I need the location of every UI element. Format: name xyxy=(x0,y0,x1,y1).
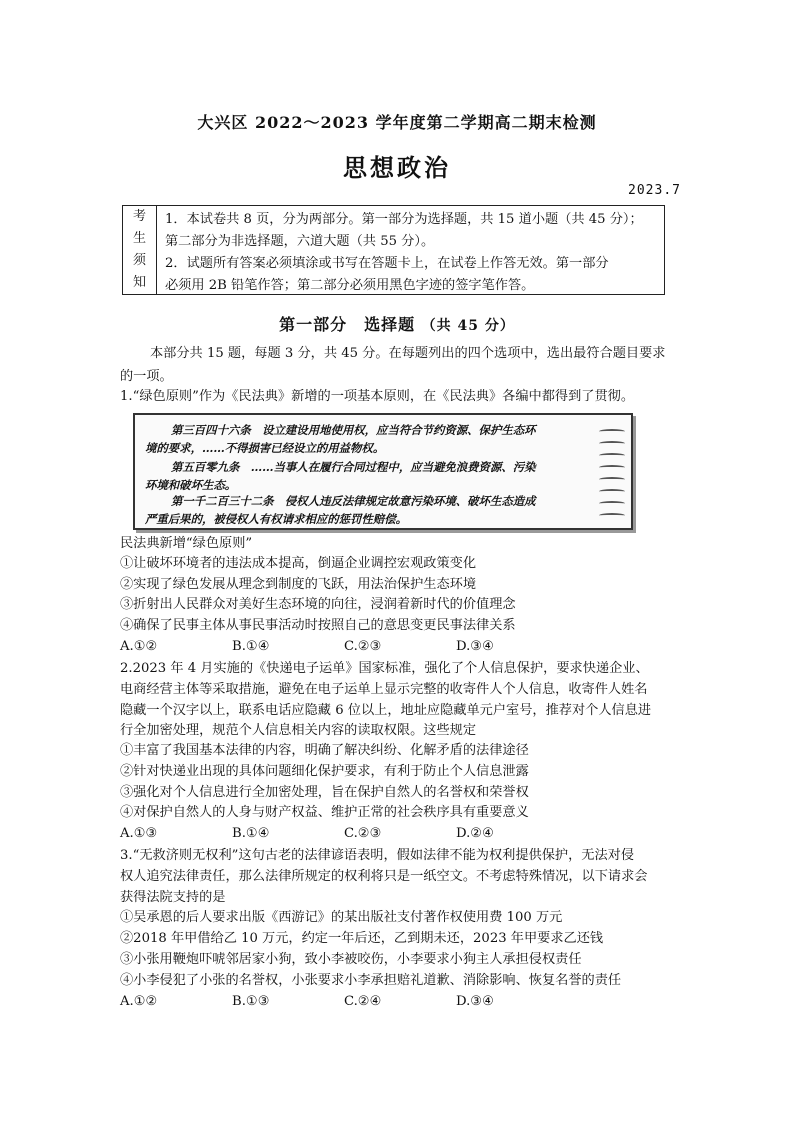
notebook-coil-icon xyxy=(599,429,625,434)
notebook-coil-icon xyxy=(599,465,625,470)
q1-item: ②实现了绿色发展从理念到制度的飞跃，用法治保护生态环境 xyxy=(120,577,477,592)
notice-label-char: 考 xyxy=(132,209,146,224)
q2-option-b[interactable]: B.①④ xyxy=(232,826,270,841)
q1-item: ④确保了民事主体从事民事活动时按照自己的意思变更民事法律关系 xyxy=(120,618,516,633)
quote-line: 境的要求，……不得损害已经设立的用益物权。 xyxy=(145,441,385,455)
question-3-stem-line: 获得法院支持的是 xyxy=(120,890,226,905)
q2-item: ②针对快递业出现的具体问题细化保护要求，有利于防止个人信息泄露 xyxy=(120,764,529,779)
q2-option-a[interactable]: A.①③ xyxy=(120,826,158,841)
q2-options xyxy=(120,825,568,843)
exam-title: 大兴区 2022～2023 学年度第二学期高二期末检测 xyxy=(197,113,597,132)
notebook-coil-icon xyxy=(599,453,625,458)
q3-item: ④小李侵犯了小张的名誉权，小张要求小李承担赔礼道歉、消除影响、恢复名誉的责任 xyxy=(120,973,622,988)
q1-option-a[interactable]: A.①② xyxy=(120,639,158,654)
q1-item: ③折射出人民群众对美好生态环境的向往，浸润着新时代的价值理念 xyxy=(120,597,516,612)
q2-item: ④对保护自然人的人身与财产权益、维护正常的社会秩序具有重要意义 xyxy=(120,805,529,820)
q1-option-c[interactable]: C.②③ xyxy=(344,639,382,654)
question-1-lead: 民法典新增“绿色原则” xyxy=(120,536,253,551)
question-3-stem-line: 3.“无救济则无权利”这句古老的法律谚语表明，假如法律不能为权利提供保护，无法对侵 xyxy=(120,848,634,863)
notebook-coil-icon xyxy=(599,441,625,446)
q3-options xyxy=(120,993,568,1011)
candidate-notice-box xyxy=(122,205,665,295)
notice-label-char: 生 xyxy=(132,231,146,246)
notebook-coil-icon xyxy=(599,477,625,482)
notice-label-char: 须 xyxy=(132,253,146,268)
q2-item: ③强化对个人信息进行全加密处理，旨在保护自然人的名誉权和荣誉权 xyxy=(120,785,529,800)
q1-options xyxy=(120,638,568,656)
notice-text xyxy=(165,209,643,297)
question-2-stem-line: 2.2023 年 4 月实施的《快递电子运单》国家标准，强化了个人信息保护，要求快递企业、 xyxy=(120,661,649,676)
q2-option-c[interactable]: C.②③ xyxy=(344,826,382,841)
civil-code-excerpt-box xyxy=(133,413,633,530)
section-title: 第一部分 选择题 xyxy=(279,315,416,334)
quote-line: 第五百零九条 ……当事人在履行合同过程中，应当避免浪费资源、污染 xyxy=(171,460,536,474)
q3-option-b[interactable]: B.①③ xyxy=(232,994,270,1009)
q3-option-c[interactable]: C.②④ xyxy=(344,994,382,1009)
notice-line: 1．本试卷共 8 页，分为两部分。第一部分为选择题，共 15 道小题（共 45 分）； xyxy=(165,212,643,227)
q3-item: ③小张用鞭炮吓唬邻居家小狗，致小李被咬伤，小李要求小狗主人承担侵权责任 xyxy=(120,952,582,967)
q1-option-d[interactable]: D.③④ xyxy=(456,639,494,654)
section-heading xyxy=(0,312,794,335)
q3-item: ①吴承恩的后人要求出版《西游记》的某出版社支付著作权使用费 100 万元 xyxy=(120,910,563,925)
notebook-coil-icon xyxy=(599,513,625,518)
quote-line: 严重后果的，被侵权人有权请求相应的惩罚性赔偿。 xyxy=(145,512,407,526)
notebook-coil-icon xyxy=(599,501,625,506)
section-intro: 的一项。 xyxy=(120,369,173,384)
exam-date: 2023.7 xyxy=(628,183,681,198)
q3-option-d[interactable]: D.③④ xyxy=(456,994,494,1009)
q1-item: ①让破坏环境者的违法成本提高，倒逼企业调控宏观政策变化 xyxy=(120,556,477,571)
q1-option-b[interactable]: B.①④ xyxy=(232,639,270,654)
question-2-stem-line: 电商经营主体等采取措施，避免在电子运单上显示完整的收寄件人个人信息，收寄件人姓名 xyxy=(120,682,648,697)
question-2-stem-line: 行全加密处理，规范个人信息相关内容的读取权限。这些规定 xyxy=(120,723,477,738)
quote-line: 环境和破坏生态。 xyxy=(145,478,237,492)
question-1-stem: 1.“绿色原则”作为《民法典》新增的一项基本原则，在《民法典》各编中都得到了贯彻。 xyxy=(120,389,634,404)
q3-item: ②2018 年甲借给乙 10 万元，约定一年后还，乙到期未还，2023 年甲要求乙还钱 xyxy=(120,931,604,946)
subject-title: 思想政治 xyxy=(343,153,451,182)
q2-item: ①丰富了我国基本法律的内容，明确了解决纠纷、化解矛盾的法律途径 xyxy=(120,743,529,758)
notice-line: 2．试题所有答案必须填涂或书写在答题卡上，在试卷上作答无效。第一部分 xyxy=(165,256,609,271)
section-intro: 本部分共 15 题，每题 3 分，共 45 分。在每题列出的四个选项中，选出最符合题目要求 xyxy=(150,346,666,361)
question-3-stem-line: 权人追究法律责任，那么法律所规定的权利将只是一纸空文。不考虑特殊情况，以下请求会 xyxy=(120,869,648,884)
q2-option-d[interactable]: D.②④ xyxy=(456,826,494,841)
notice-label xyxy=(123,206,157,294)
q3-option-a[interactable]: A.①② xyxy=(120,994,158,1009)
quote-line: 第三百四十六条 设立建设用地使用权，应当符合节约资源、保护生态环 xyxy=(171,423,536,437)
question-2-stem-line: 隐藏一个汉字以上，联系电话应隐藏 6 位以上，地址应隐藏单元户室号，推荐对个人信息进 xyxy=(120,703,652,718)
notice-label-char: 知 xyxy=(132,275,146,290)
notice-line: 第二部分为非选择题，六道大题（共 55 分）。 xyxy=(165,234,435,249)
quote-line: 第一千二百三十二条 侵权人违反法律规定故意污染环境、破坏生态造成 xyxy=(171,494,536,508)
section-points: （共 45 分） xyxy=(421,318,515,334)
notebook-coil-icon xyxy=(599,489,625,494)
notice-line: 必须用 2B 铅笔作答；第二部分必须用黑色字迹的签字笔作答。 xyxy=(165,278,535,293)
